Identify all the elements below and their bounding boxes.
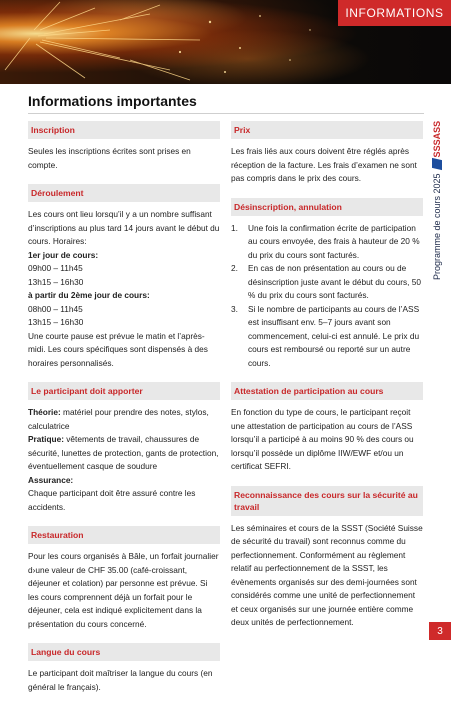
section-inscription <box>28 121 220 172</box>
heading-prix: Prix <box>231 121 423 139</box>
day2-label: à partir du 2ème jour de cours: <box>28 290 150 300</box>
page-number: 3 <box>429 622 451 640</box>
list-number: 1. <box>231 222 238 233</box>
day1-label: 1er jour de cours: <box>28 249 99 260</box>
heading-langue: Langue du cours <box>28 643 220 661</box>
pratique-label: Pratique: <box>28 434 64 444</box>
logo-text: SSSASS <box>432 120 442 158</box>
heading-deroulement: Déroulement <box>28 184 220 202</box>
list-item <box>231 222 423 263</box>
section-restauration <box>28 526 220 631</box>
list-text: Si le nombre de participants au cours de l’ASS est insuffisant env. 5–7 jours avant son commencement, celui-ci est annulé. Le prix du cours est remboursé ou reporté sur un autre cours. <box>248 303 420 368</box>
heading-apporter: Le participant doit apporter <box>28 382 220 400</box>
inscription-text: Seules les inscriptions écrites sont prises en compte. <box>28 146 191 170</box>
section-reconnaissance <box>231 486 423 630</box>
day1-morning: 09h00 – 11h45 <box>28 263 83 273</box>
assurance-text: Chaque participant doit être assuré contre les accidents. <box>28 488 196 512</box>
logo-mark-icon <box>432 158 442 170</box>
section-tab: INFORMATIONS <box>338 0 451 26</box>
section-prix <box>231 121 423 186</box>
side-label-text <box>427 120 447 280</box>
day1-afternoon: 13h15 – 16h30 <box>28 276 84 287</box>
program-year-text: Programme de cours 2025 <box>432 173 442 280</box>
hero-image <box>0 0 451 84</box>
section-desinscription <box>231 198 423 371</box>
right-column <box>231 121 423 642</box>
title-divider <box>28 113 424 114</box>
section-deroulement <box>28 184 220 370</box>
left-column <box>28 121 220 706</box>
pratique-text: vêtements de travail, chaussures de sécurité, lunettes de protection, gants de protection, éventuellement casque de soudure <box>28 434 219 471</box>
deroulement-outro: Une courte pause est prévue le matin et l’après-midi. Les cours spécifiques sont dispensés à des horaires personnalisés. <box>28 330 208 368</box>
list-item <box>231 303 423 371</box>
list-text: En cas de non présentation au cours ou de désinscription juste avant le début du cours, 50 % du prix du cours sont facturés. <box>248 263 421 300</box>
ass-logo <box>432 121 442 170</box>
theorie-label: Théorie: <box>28 407 61 417</box>
restauration-text: Pour les cours organisés à Bâle, un forfait journalier d›une valeur de CHF 35.00 (café-croissant, déjeuner et colation) par personne est prévue. Si les cours comprennent déjà un forfait pour le déjeuner, cela est indiqué explicitement dans la présentation du cours concerné. <box>28 551 219 629</box>
page-title: Informations importantes <box>28 93 197 109</box>
list-number: 3. <box>231 303 238 314</box>
section-langue <box>28 643 220 694</box>
theorie-line <box>28 406 220 433</box>
heading-attestation: Attestation de participation au cours <box>231 382 423 400</box>
heading-reconnaissance: Reconnaissance des cours sur la sécurité au travail <box>231 486 423 516</box>
assurance-label: Assurance: <box>28 474 74 485</box>
desinscription-list <box>231 222 423 371</box>
pratique-line <box>28 433 220 474</box>
list-number: 2. <box>231 263 238 273</box>
reconnaissance-text: Les séminaires et cours de la SSST (Société Suisse de sécurité du travail) sont reconnus comme du perfectionnement. Conformément au règlement relatif au perfectionnement de la SSST, les évènements organisés sur des demi-journées sont considérés comme une unité de perfectionnement et ceux organisés sur une journée entière comme deux unités de perfectionnement. <box>231 522 423 627</box>
theorie-text: matériel pour prendre des notes, stylos, calculatrice <box>28 407 209 431</box>
heading-inscription: Inscription <box>28 121 220 139</box>
heading-restauration: Restauration <box>28 526 220 544</box>
side-label <box>427 120 447 280</box>
list-item <box>231 262 423 303</box>
heading-desinscription: Désinscription, annulation <box>231 198 423 216</box>
day2-afternoon: 13h15 – 16h30 <box>28 317 84 327</box>
list-text: Une fois la confirmation écrite de participation au cours envoyée, des frais à hauteur de 20 % du prix du cours sont facturés. <box>248 222 420 260</box>
section-attestation <box>231 382 423 474</box>
day2-morning: 08h00 – 11h45 <box>28 303 83 314</box>
section-apporter <box>28 382 220 514</box>
langue-text: Le participant doit maîtriser la langue du cours (en général le français). <box>28 668 213 692</box>
deroulement-intro: Les cours ont lieu lorsqu’il y a un nombre suffisant d’inscriptions au plus tard 14 jours avant le début du cours. Horaires: <box>28 209 220 246</box>
prix-text: Les frais liés aux cours doivent être réglés après réception de la facture. Les frais d’examen ne sont pas compris dans le prix des cours. <box>231 146 417 183</box>
attestation-text: En fonction du type de cours, le participant reçoit une attestation de participation au cours de l’ASS lorsqu’il a participé à au moins 90 % des cours ou lorsqu’il possède un diplôme IIW/EWF et/ou un certificat SEFRI. <box>231 407 414 471</box>
